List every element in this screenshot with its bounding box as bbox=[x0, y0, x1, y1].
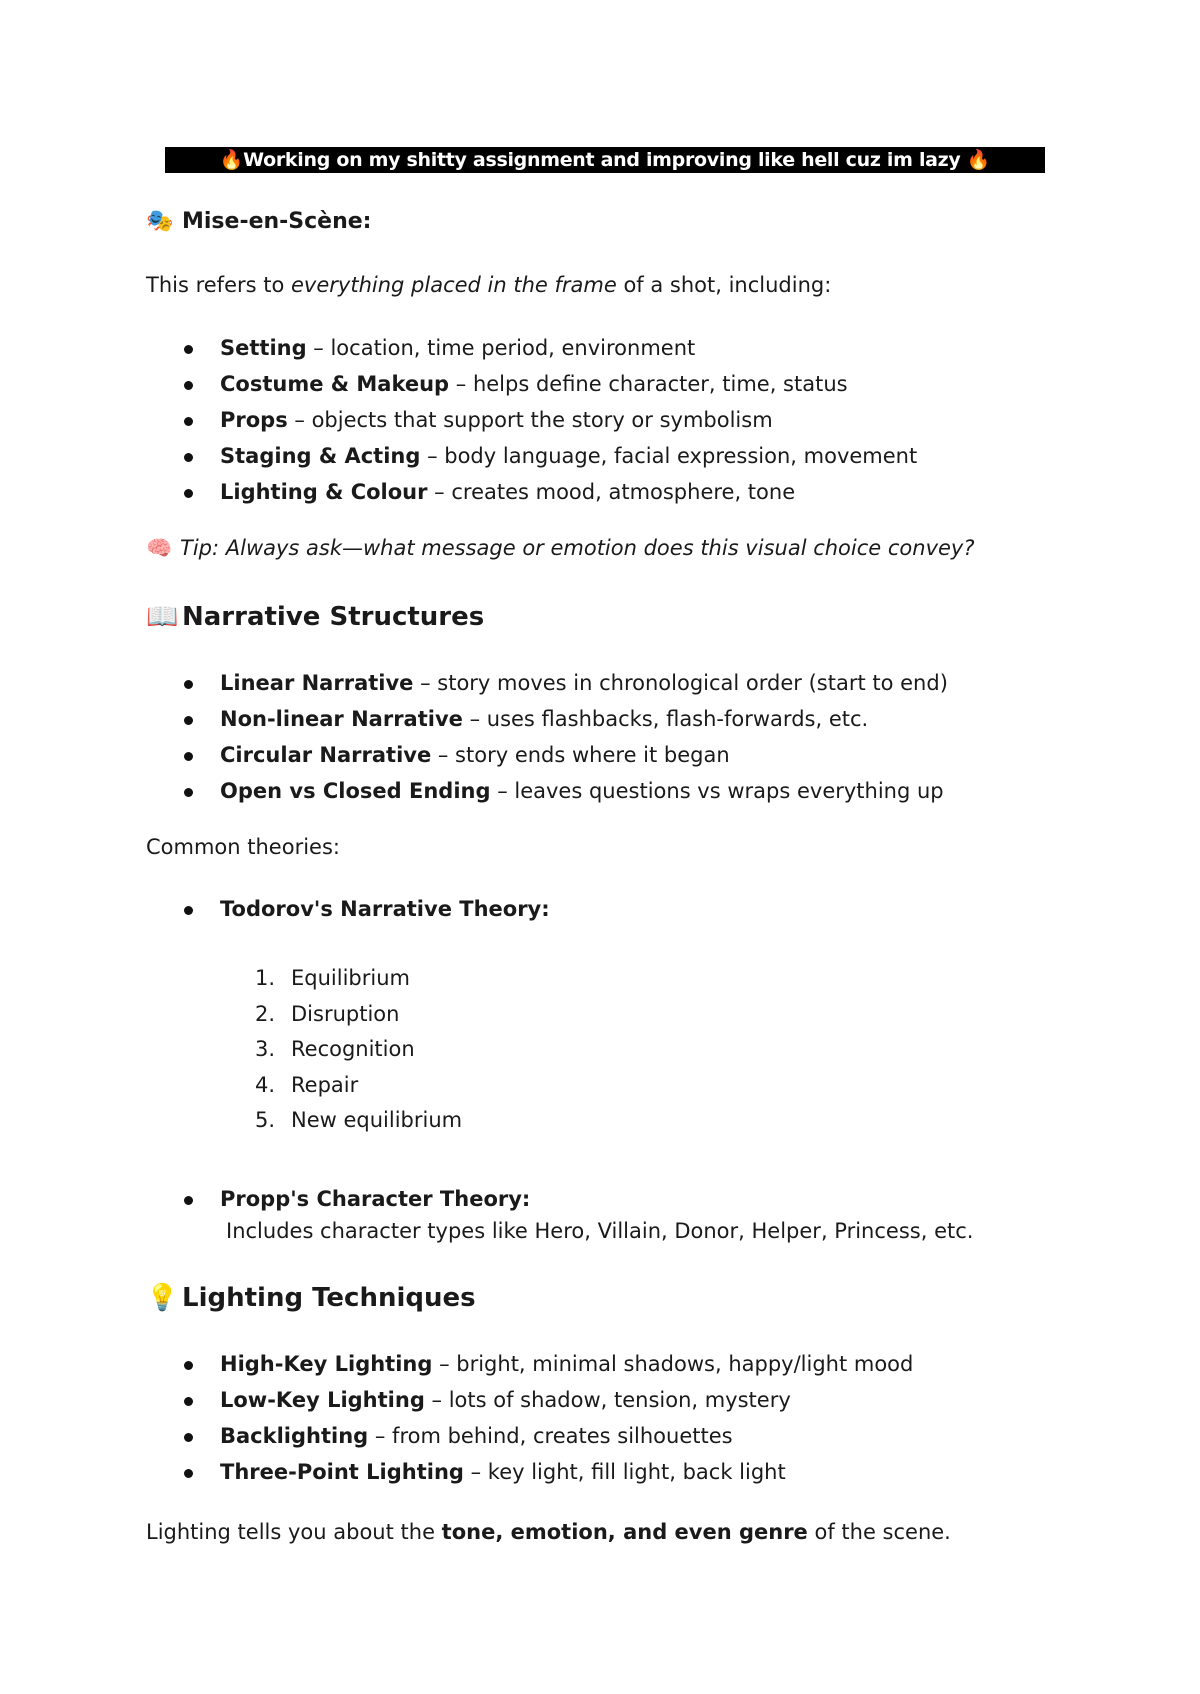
brain-icon: 🧠 bbox=[146, 536, 173, 560]
list-item: Circular Narrative – story ends where it began bbox=[182, 737, 948, 773]
lighting-closing: Lighting tells you about the tone, emotion, and even genre of the scene. bbox=[146, 1520, 951, 1544]
list-item: Open vs Closed Ending – leaves questions vs wraps everything up bbox=[182, 773, 948, 809]
theater-masks-icon: 🎭 bbox=[146, 209, 174, 234]
list-item: Three-Point Lighting – key light, fill light, back light bbox=[182, 1454, 913, 1490]
list-item: Costume & Makeup – helps define character, time, status bbox=[182, 366, 917, 402]
list-item: Staging & Acting – body language, facial expression, movement bbox=[182, 438, 917, 474]
list-item: Non-linear Narrative – uses flashbacks, flash-forwards, etc. bbox=[182, 701, 948, 737]
open-book-icon: 📖 bbox=[146, 602, 179, 632]
list-item: Todorov's Narrative Theory: bbox=[182, 891, 550, 927]
list-item: High-Key Lighting – bright, minimal shadows, happy/light mood bbox=[182, 1346, 913, 1382]
propp-item bbox=[182, 1181, 530, 1217]
todorov-steps bbox=[255, 961, 462, 1139]
lighting-list bbox=[182, 1346, 913, 1490]
list-item: 2. Disruption bbox=[255, 1001, 400, 1026]
banner-text: Working on my shitty assignment and improving like hell cuz im lazy bbox=[243, 149, 961, 171]
narrative-heading: 📖 Narrative Structures bbox=[146, 602, 485, 632]
fire-icon: 🔥 bbox=[960, 149, 991, 171]
list-item: Props – objects that support the story or symbolism bbox=[182, 402, 917, 438]
fire-icon: 🔥 bbox=[219, 149, 244, 171]
lighting-heading: 💡 Lighting Techniques bbox=[146, 1283, 476, 1313]
propp-description: Includes character types like Hero, Villain, Donor, Helper, Princess, etc. bbox=[226, 1219, 974, 1243]
list-item: 3. Recognition bbox=[255, 1037, 415, 1061]
mise-en-scene-heading: 🎭 Mise-en-Scène: bbox=[146, 209, 372, 234]
mise-intro: This refers to everything placed in the frame of a shot, including: bbox=[146, 273, 832, 297]
tip-text: 🧠 Tip: Always ask—what message or emotion does this visual choice convey? bbox=[146, 536, 975, 560]
list-item: 5. New equilibrium bbox=[255, 1108, 463, 1132]
list-item: Backlighting – from behind, creates silhouettes bbox=[182, 1418, 913, 1454]
list-item: 1. Equilibrium bbox=[255, 966, 410, 990]
mise-list bbox=[182, 330, 917, 510]
title-banner bbox=[165, 147, 1045, 173]
list-item: Propp's Character Theory: bbox=[182, 1181, 530, 1217]
light-bulb-icon: 💡 bbox=[146, 1283, 179, 1313]
narrative-list bbox=[182, 665, 948, 809]
todorov-item bbox=[182, 891, 550, 927]
list-item: Low-Key Lighting – lots of shadow, tension, mystery bbox=[182, 1382, 913, 1418]
list-item: Lighting & Colour – creates mood, atmosphere, tone bbox=[182, 474, 917, 510]
common-theories-label: Common theories: bbox=[146, 835, 340, 859]
list-item: Setting – location, time period, environment bbox=[182, 330, 917, 366]
list-item: 4. Repair bbox=[255, 1072, 359, 1097]
list-item: Linear Narrative – story moves in chronological order (start to end) bbox=[182, 665, 948, 701]
